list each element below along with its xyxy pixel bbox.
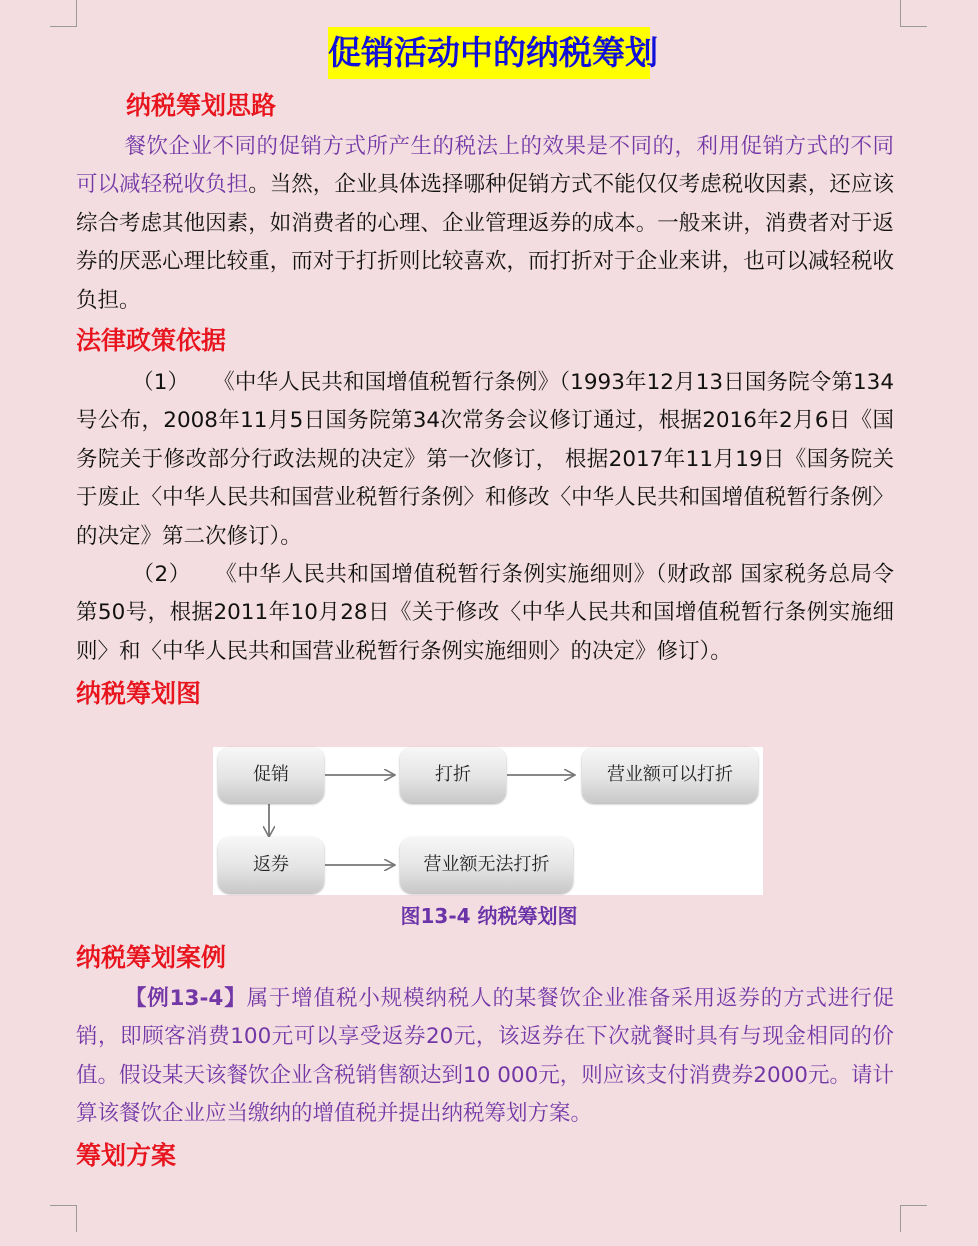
crop-mark-bottom-left: [50, 1205, 77, 1232]
flow-box-coupon: 返券: [218, 837, 324, 893]
flow-box-revenue-not-discountable: 营业额无法打折: [400, 837, 573, 893]
law-item-2: [76, 556, 894, 671]
law-item-2-text: 《中华人民共和国增值税暂行条例实施细则》（财政部 国家税务总局令第50号，根据2011年10月28日《关于修改〈中华人民共和国增值税暂行条例实施细则〉和〈中华人民共和国营业税暂行条例实施细则〉的决定》修订）。: [76, 562, 894, 664]
heading-legal-basis: 法律政策依据: [76, 326, 227, 355]
flow-box-discount: 打折: [400, 747, 506, 803]
crop-mark-top-left: [50, 0, 77, 27]
law-item-1: [76, 364, 894, 556]
page-title: 促销活动中的纳税筹划: [328, 27, 650, 79]
planning-flow-diagram: [213, 747, 763, 895]
case-example-text: 属于增值税小规模纳税人的某餐饮企业准备采用返券的方式进行促销，即顾客消费100元可以享受返券20元，该返券在下次就餐时具有与现金相同的价值。假设某天该餐饮企业含税销售额达到10 000元，则应该支付消费券2000元。请计算该餐饮企业应当缴纳的增值税并提出纳税筹划方案。: [76, 986, 894, 1127]
law-item-1-number: （1）: [132, 370, 190, 395]
crop-mark-top-right: [900, 0, 927, 27]
crop-mark-bottom-right: [900, 1205, 927, 1232]
heading-planning-case: 纳税筹划案例: [76, 943, 227, 972]
flow-box-promotion: 促销: [218, 747, 324, 803]
law-item-1-text: 《中华人民共和国增值税暂行条例》（1993年12月13日国务院令第134号公布，2008年11月5日国务院第34次常务会议修订通过，根据2016年2月6日《国务院关于修改部分行政法规的决定》第一次修订， 根据2017年11月19日《国务院关于废止〈中华人民共和国营业税暂行条例〉和修改〈中华人民共和国增值税暂行条例〉的决定》第二次修订）。: [76, 370, 894, 549]
heading-planning-scheme: 筹划方案: [76, 1141, 177, 1170]
heading-planning-chart: 纳税筹划图: [76, 679, 202, 708]
paragraph-planning-case: [76, 980, 894, 1134]
heading-planning-idea: 纳税筹划思路: [126, 91, 277, 120]
paragraph-planning-idea: [76, 128, 894, 320]
paragraph-idea-body: 。当然，企业具体选择哪种促销方式不能仅仅考虑税收因素，还应该综合考虑其他因素，如消费者的心理、企业管理返券的成本。一般来讲，消费者对于返券的厌恶心理比较重，而对于打折则比较喜欢，而打折对于企业来讲，也可以减轻税收负担。: [76, 172, 894, 313]
law-item-2-number: （2）: [132, 562, 191, 587]
figure-caption: 图13-4 纳税筹划图: [400, 904, 578, 928]
flow-box-revenue-discountable: 营业额可以打折: [582, 747, 758, 803]
paragraph-idea-highlight: 餐饮企业不同的促销方式所产生的税法上的效果是不同的，利用促销方式的不同可以减轻税收负担: [76, 134, 894, 198]
case-example-label: 【例13-4】: [124, 986, 247, 1011]
